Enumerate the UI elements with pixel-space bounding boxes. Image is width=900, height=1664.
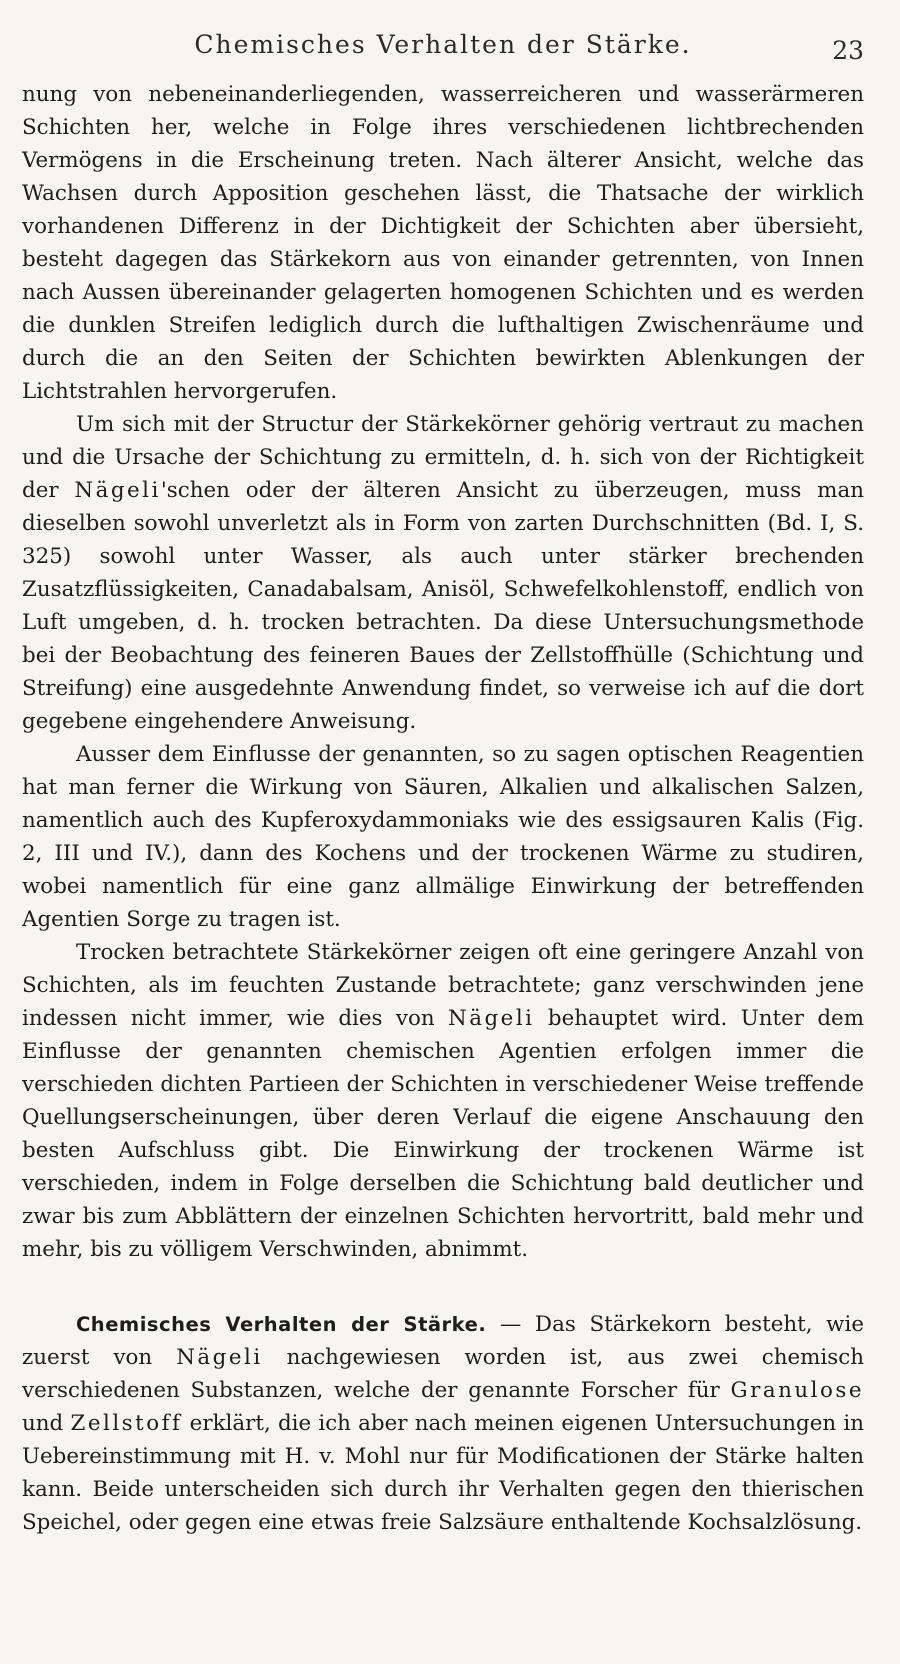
page-number: 23 — [832, 36, 864, 65]
paragraph-5-text-c: und — [22, 1411, 71, 1436]
term-granulose: Granulose — [730, 1378, 864, 1403]
paragraph-5-text-b: nachgewiesen worden ist, aus zwei chemisch verschiedenen Substanzen, welche der genannte Forscher für — [22, 1345, 864, 1403]
section-heading: Chemisches Verhalten der Stärke. — [76, 1313, 487, 1336]
author-name: Nägeli — [74, 478, 161, 503]
paragraph-1: nung von nebeneinanderliegenden, wasserreicheren und wasserärmeren Schichten her, welche in Folge ihres verschiedenen lichtbrechenden Vermögens in die Erscheinung treten. Nach älterer Ansicht, welche das Wachsen durch Apposition geschehen lässt, die Thatsache der wirklich vorhandenen Differenz in der Dichtigkeit der Schichten aber übersieht, besteht dagegen das Stärkekorn aus von einander getrennten, von Innen nach Aussen übereinander gelagerten homogenen Schichten und es werden die dunklen Streifen lediglich durch die lufthaltigen Zwischenräume und durch die an den Seiten der Schichten bewirkten Ablenkungen der Lichtstrahlen hervorgerufen. — [22, 82, 864, 404]
paragraph-5-text-d: erklärt, die ich aber nach meinen eigenen Untersuchungen in Uebereinstimmung mit H. v. Mohl nur für Modificationen der Stärke halten kann. Beide unterscheiden sich durch ihr Verhalten gegen den thierischen Speichel, oder gegen eine etwas freie Salzsäure enthaltende Kochsalzlösung. — [22, 1411, 864, 1535]
paragraph-2-text-b: 'schen oder der älteren Ansicht zu überzeugen, muss man dieselben sowohl unverletzt als in Form von zarten Durchschnitten (Bd. I, S. 325) sowohl unter Wasser, als auch unter stärker brechenden Zusatzflüssigkeiten, Canadabalsam, Anisöl, Schwefelkohlenstoff, endlich von Luft umgeben, d. h. trocken betrachten. Da diese Untersuchungsmethode bei der Beobachtung des feineren Baues der Zellstoffhülle (Schichtung und Streifung) eine ausgedehnte Anwendung findet, so verweise ich auf die dort gegebene eingehendere Anweisung. — [22, 478, 864, 734]
body-text — [22, 78, 864, 1539]
running-head: Chemisches Verhalten der Stärke. — [194, 30, 692, 59]
paragraph-4-text-a: Trocken betrachtete Stärkekörner zeigen oft eine geringere Anzahl von Schichten, als im feuchten Zustande betrachtete; ganz verschwinden jene indessen nicht immer, wie dies von — [22, 940, 864, 1031]
author-name: Nägeli — [176, 1345, 263, 1370]
term-zellstoff: Zellstoff — [70, 1411, 183, 1436]
paragraph-4 — [22, 936, 864, 1266]
page-header — [22, 28, 864, 78]
paragraph-4-text-b: behauptet wird. Unter dem Einflusse der genannten chemischen Agentien erfolgen immer die verschieden dichten Partieen der Schichten in verschiedener Weise treffende Quellungserscheinungen, über deren Verlauf die eigene Anschauung den besten Aufschluss gibt. Die Einwirkung der trockenen Wärme ist verschieden, indem in Folge derselben die Schichtung bald deutlicher und zwar bis zum Abblättern der einzelnen Schichten hervortritt, bald mehr und mehr, bis zu völligem Verschwinden, abnimmt. — [22, 1006, 864, 1262]
paragraph-2-text-a: Um sich mit der Structur der Stärkekörner gehörig vertraut zu machen und die Ursache der Schichtung zu ermitteln, d. h. sich von der Richtigkeit der — [22, 412, 864, 503]
paragraph-5 — [22, 1308, 864, 1539]
section-gap — [22, 1266, 864, 1308]
paragraph-5-text-a: — Das Stärkekorn besteht, wie zuerst von — [22, 1312, 864, 1370]
author-name: Nägeli — [448, 1006, 535, 1031]
paragraph-2 — [22, 408, 864, 738]
paragraph-3: Ausser dem Einflusse der genannten, so zu sagen optischen Reagentien hat man ferner die Wirkung von Säuren, Alkalien und alkalischen Salzen, namentlich auch des Kupferoxydammoniaks wie des essigsauren Kalis (Fig. 2, III und IV.), dann des Kochens und der trockenen Wärme zu studiren, wobei namentlich für eine ganz allmälige Einwirkung der betreffenden Agentien Sorge zu tragen ist. — [22, 742, 864, 932]
